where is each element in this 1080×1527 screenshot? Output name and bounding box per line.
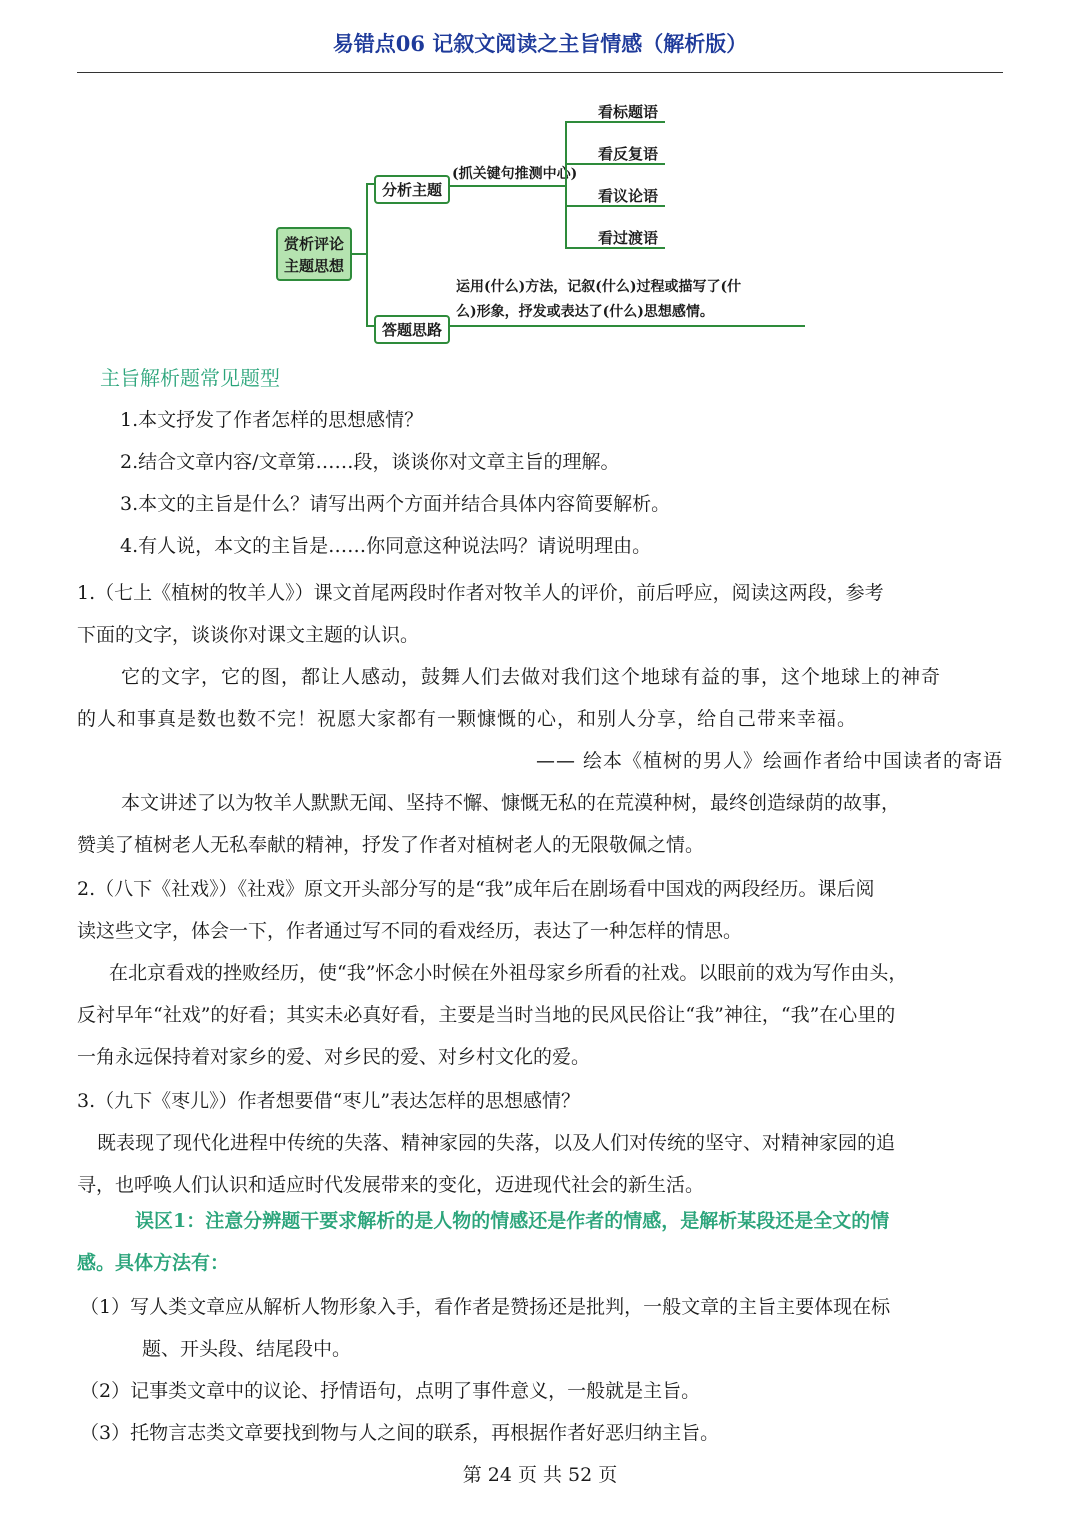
question-type-3: 3.本文的主旨是什么？请写出两个方面并结合具体内容简要解析。 — [120, 493, 671, 515]
q1-answer — [77, 782, 1007, 866]
mm-answer-line2: 么)形象，抒发或表达了(什么)思想感情。 — [456, 304, 714, 320]
mm-root-node — [276, 227, 352, 281]
mm-root-line1: 赏析评论 — [283, 235, 344, 253]
mm-branch-analyze: 分析主题 — [374, 175, 450, 204]
mm-connector — [450, 185, 565, 187]
section-title: 主旨解析题常见题型 — [100, 366, 280, 390]
q3-answer-line1: 既表现了现代化进程中传统的失落、精神家园的失落，以及人们对传统的坚守、对精神家园的追 — [97, 1132, 896, 1154]
q1-answer-line2: 赞美了植树老人无私奉献的精神，抒发了作者对植树老人的无限敬佩之情。 — [77, 834, 705, 856]
header-divider — [77, 72, 1003, 73]
misconception-point-2: （2）记事类文章中的议论、抒情语句，点明了事件意义，一般就是主旨。 — [80, 1380, 701, 1402]
mm-leaf-transition: 看过渡语 — [598, 229, 659, 247]
misconception-title-line1: 误区1：注意分辨题干要求解析的是人物的情感还是作者的情感，是解析某段还是全文的情 — [135, 1210, 890, 1232]
misconception-point-1: （1）写人类文章应从解析人物形象入手，看作者是赞扬还是批判，一般文章的主旨主要体现在标 — [80, 1296, 891, 1318]
mm-answer-text — [456, 275, 756, 325]
q3-answer-line2: 寻，也呼唤人们认识和适应时代发展带来的变化，迈进现代社会的新生活。 — [77, 1174, 705, 1196]
q1-quote-line1: 它的文字，它的图，都让人感动，鼓舞人们去做对我们这个地球有益的事，这个地球上的神奇 — [121, 666, 942, 688]
question-type-2: 2.结合文章内容/文章第……段，谈谈你对文章主旨的理解。 — [120, 451, 620, 473]
q2-answer-line2: 反衬早年“社戏”的好看；其实未必真好看，主要是当时当地的民风民俗让“我”神往，“我”在心里的 — [77, 1004, 896, 1026]
q1-line2: 下面的文字，谈谈你对课文主题的认识。 — [77, 624, 420, 646]
mm-connector — [366, 183, 368, 325]
mm-connector — [352, 253, 366, 255]
q1-quote — [77, 656, 1007, 740]
mm-leaf-argue: 看议论语 — [598, 187, 659, 205]
mind-map — [270, 95, 810, 340]
mm-leaf-repeat: 看反复语 — [598, 145, 659, 163]
mm-leaf-title: 看标题语 — [598, 103, 659, 121]
q2-answer-line1: 在北京看戏的挫败经历，使“我”怀念小时候在外祖母家乡所看的社戏。以眼前的戏为写作由头， — [109, 962, 908, 984]
misconception-points — [80, 1286, 1010, 1454]
misconception-title-line2: 感。具体方法有： — [77, 1252, 230, 1274]
q3-prompt: 3.（九下《枣儿》）作者想要借“枣儿”表达怎样的思想感情？ — [77, 1090, 581, 1112]
q1-prompt — [77, 572, 1007, 656]
mm-connector — [565, 121, 567, 247]
misconception-title — [77, 1200, 1007, 1284]
misconception-point-3: （3）托物言志类文章要找到物与人之间的联系，再根据作者好恶归纳主旨。 — [80, 1422, 720, 1444]
mm-branch-answer: 答题思路 — [374, 315, 450, 344]
mm-root-line2: 主题思想 — [283, 257, 344, 275]
q2-answer-line3: 一角永远保持着对家乡的爱、对乡民的爱、对乡村文化的爱。 — [77, 1046, 591, 1068]
mm-connector — [450, 325, 805, 327]
q2-prompt — [77, 868, 1007, 952]
mm-answer-line1: 运用(什么)方法，记叙(什么)过程或描写了(什 — [456, 279, 742, 295]
q1-quote-source: —— 绘本《植树的男人》绘画作者给中国读者的寄语 — [535, 750, 1003, 772]
q3-answer — [77, 1122, 1007, 1206]
q1-answer-line1: 本文讲述了以为牧羊人默默无闻、坚持不懈、慷慨无私的在荒漠种树，最终创造绿荫的故事， — [121, 792, 901, 814]
page-header-title: 易错点06 记叙文阅读之主旨情感（解析版） — [332, 31, 748, 56]
q2-line2: 读这些文字，体会一下，作者通过写不同的看戏经历，表达了一种怎样的情思。 — [77, 920, 743, 942]
q2-line1: 2.（八下《社戏》）《社戏》原文开头部分写的是“我”成年后在剧场看中国戏的两段经历。课后阅 — [77, 878, 875, 900]
q2-answer — [77, 952, 1007, 1078]
q1-quote-line2: 的人和事真是数也数不完！祝愿大家都有一颗慷慨的心，和别人分享，给自己带来幸福。 — [77, 708, 858, 730]
misconception-point-1-cont: 题、开头段、结尾段中。 — [142, 1338, 352, 1360]
question-type-1: 1.本文抒发了作者怎样的思想感情？ — [120, 409, 424, 431]
question-type-4: 4.有人说，本文的主旨是……你同意这种说法吗？请说明理由。 — [120, 535, 652, 557]
mm-branch-note: (抓关键句推测中心) — [452, 166, 578, 182]
q1-line1: 1.（七上《植树的牧羊人》）课文首尾两段时作者对牧羊人的评价，前后呼应，阅读这两段，参考 — [77, 582, 884, 604]
page-number: 第 24 页 共 52 页 — [462, 1464, 618, 1486]
